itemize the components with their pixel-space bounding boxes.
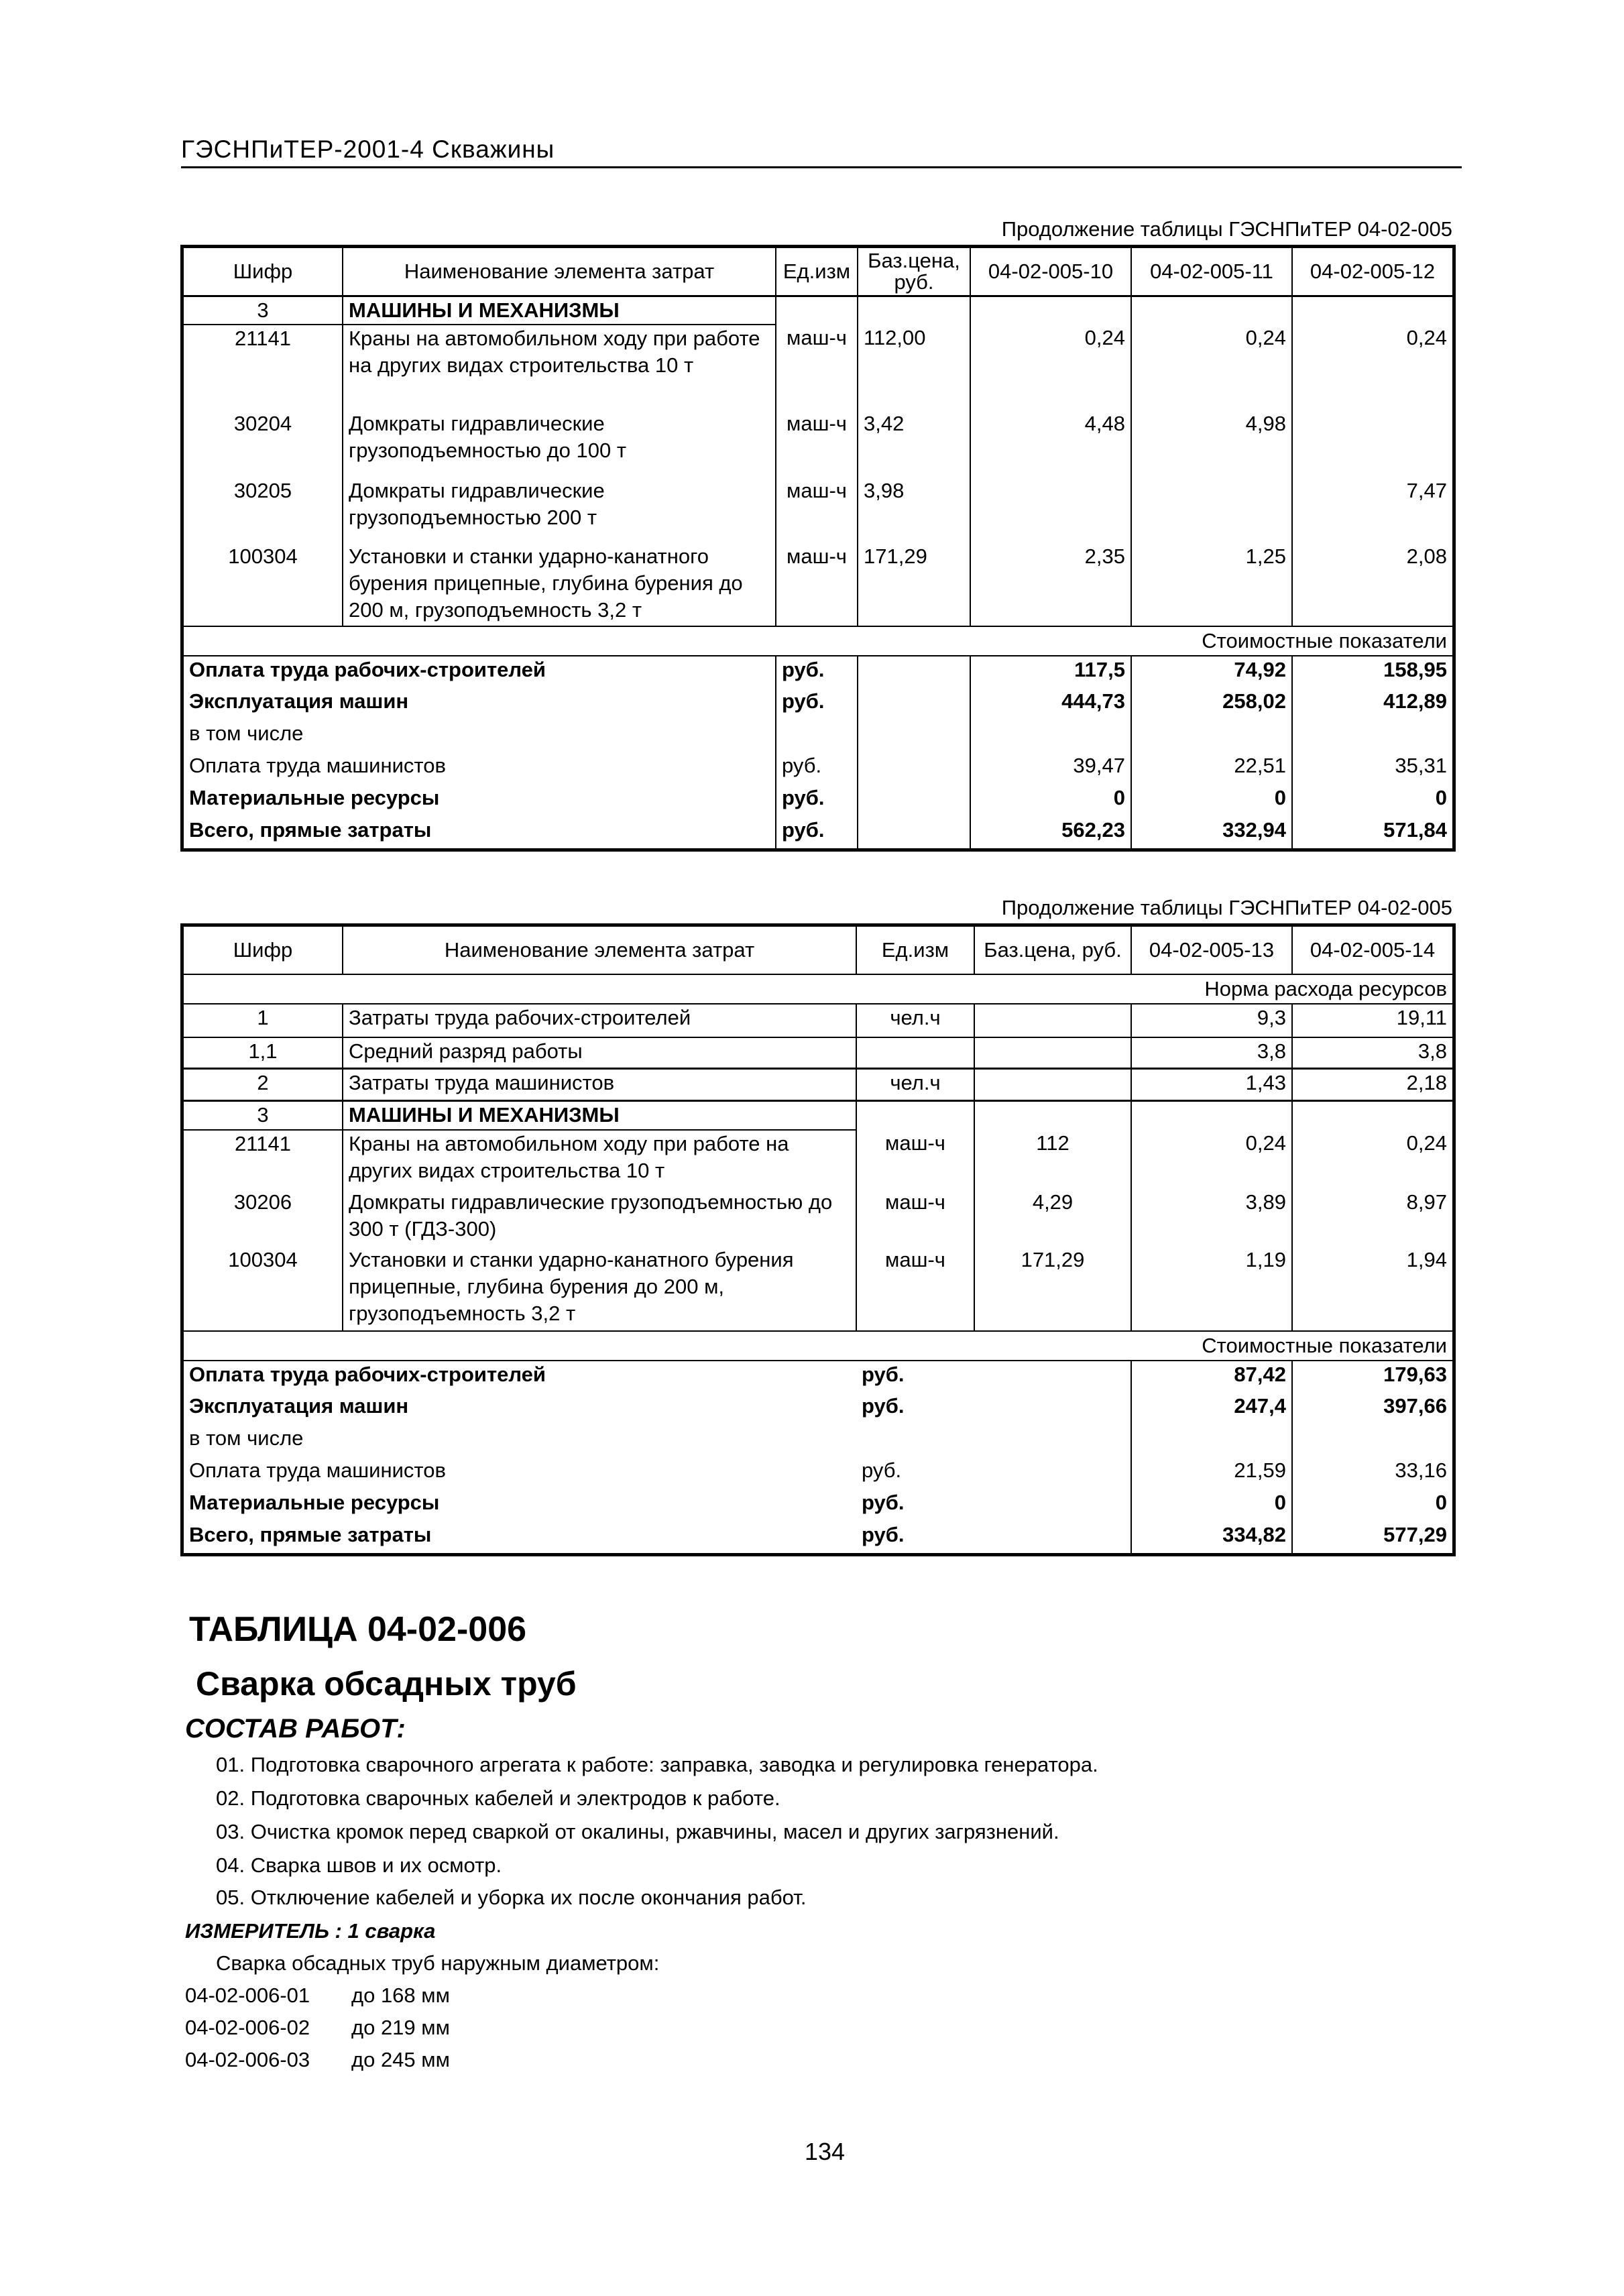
table-row: 1,1 Средний разряд работы 3,8 3,8 bbox=[183, 1037, 1453, 1068]
t1-head-code: Шифр bbox=[183, 247, 343, 296]
rate-desc: до 168 мм bbox=[351, 1984, 450, 2007]
table-row: Эксплуатация машин руб. 444,73 258,02 412,89 bbox=[183, 688, 1453, 720]
rate-code: 04-02-006-02 bbox=[185, 2016, 310, 2039]
list-item bbox=[185, 1984, 450, 2008]
header-title: ГЭСНПиТЕР-2001-4 Скважины bbox=[181, 135, 555, 163]
page-number: 134 bbox=[804, 2138, 846, 2165]
table-row: 30204 Домкраты гидравлические грузоподъемностью до 100 т маш-ч 3,42 4,48 4,98 bbox=[183, 410, 1453, 477]
table-row: Эксплуатация машин руб. 247,4 397,66 bbox=[183, 1393, 1453, 1425]
table-row: 30205 Домкраты гидравлические грузоподъемностью 200 т маш-ч 3,98 7,47 bbox=[183, 477, 1453, 543]
t2-head-name: Наименование элемента затрат bbox=[343, 926, 856, 974]
table1-continuation: Продолжение таблицы ГЭСНПиТЕР 04-02-005 bbox=[1001, 217, 1452, 241]
t2-cost-label: Стоимостные показатели bbox=[183, 1331, 1453, 1361]
t2-section-name: МАШИНЫ И МЕХАНИЗМЫ bbox=[343, 1100, 856, 1130]
t1-head-price: Баз.цена, руб. bbox=[858, 247, 970, 296]
page-header bbox=[181, 131, 1462, 168]
t1-cost-label: Стоимостные показатели bbox=[183, 626, 1453, 656]
table-row: Оплата труда машинистов руб. 21,59 33,16 bbox=[183, 1457, 1453, 1489]
rate-code: 04-02-006-01 bbox=[185, 1984, 310, 2007]
rate-desc: до 219 мм bbox=[351, 2016, 450, 2039]
list-item bbox=[185, 2016, 450, 2040]
t2-head-col1: 04-02-005-13 bbox=[1131, 926, 1292, 974]
list-item: 04. Сварка швов и их осмотр. bbox=[216, 1853, 502, 1877]
table-row: в том числе bbox=[183, 1425, 1453, 1457]
table-row: в том числе bbox=[183, 720, 1453, 752]
measure-note: Сварка обсадных труб наружным диаметром: bbox=[216, 1951, 660, 1975]
table-row: 100304 Установки и станки ударно-канатного бурения прицепные, глубина бурения до 200 м, грузоподъемность 3,2 т маш-ч 171,29 1,19 1,94 bbox=[183, 1247, 1453, 1331]
table-row: Всего, прямые затраты руб. 562,23 332,94 571,84 bbox=[183, 817, 1453, 849]
t1-head-col1: 04-02-005-10 bbox=[970, 247, 1131, 296]
table-row: Оплата труда рабочих-строителей руб. 87,42 179,63 bbox=[183, 1361, 1453, 1393]
t1-head-col2: 04-02-005-11 bbox=[1131, 247, 1292, 296]
list-item bbox=[185, 2048, 450, 2072]
works-label: СОСТАВ РАБОТ: bbox=[185, 1714, 406, 1743]
t2-head-unit: Ед.изм bbox=[856, 926, 974, 974]
table2 bbox=[182, 925, 1454, 1554]
t2-head-price: Баз.цена, руб. bbox=[974, 926, 1131, 974]
measure-unit: ИЗМЕРИТЕЛЬ : 1 сварка bbox=[185, 1919, 436, 1943]
t2-section-code: 3 bbox=[183, 1100, 343, 1130]
t2-head-col2: 04-02-005-14 bbox=[1292, 926, 1453, 974]
t1-head-unit: Ед.изм bbox=[776, 247, 858, 296]
table-row: Всего, прямые затраты руб. 334,82 577,29 bbox=[183, 1522, 1453, 1554]
table-row: 2 Затраты труда машинистов чел.ч 1,43 2,18 bbox=[183, 1068, 1453, 1100]
t2-norm-label: Норма расхода ресурсов bbox=[183, 974, 1453, 1004]
table-row: Оплата труда рабочих-строителей руб. 117,5 74,92 158,95 bbox=[183, 656, 1453, 688]
table-row: 1 Затраты труда рабочих-строителей чел.ч 9,3 19,11 bbox=[183, 1004, 1453, 1037]
t1-head-col3: 04-02-005-12 bbox=[1292, 247, 1453, 296]
list-item: 02. Подготовка сварочных кабелей и электродов к работе. bbox=[216, 1786, 780, 1810]
t1-section-name: МАШИНЫ И МЕХАНИЗМЫ bbox=[343, 296, 776, 325]
table2-continuation: Продолжение таблицы ГЭСНПиТЕР 04-02-005 bbox=[1001, 896, 1452, 919]
table-row: Материальные ресурсы руб. 0 0 bbox=[183, 1489, 1453, 1522]
t1-section-code: 3 bbox=[183, 296, 343, 325]
list-item: 03. Очистка кромок перед сваркой от окалины, ржавчины, масел и других загрязнений. bbox=[216, 1820, 1059, 1843]
table-row: Материальные ресурсы руб. 0 0 0 bbox=[183, 785, 1453, 817]
table-row: 21141 Краны на автомобильном ходу при работе на других видах строительства 10 т маш-ч 112,00 0,24 0,24 0,24 bbox=[183, 325, 1453, 410]
table-row: 21141 Краны на автомобильном ходу при работе на других видах строительства 10 т маш-ч 112 0,24 0,24 bbox=[183, 1130, 1453, 1189]
table-row: 100304 Установки и станки ударно-канатного бурения прицепные, глубина бурения до 200 м, грузоподъемность 3,2 т маш-ч 171,29 2,35 1,25 2,08 bbox=[183, 543, 1453, 626]
table-row: Оплата труда машинистов руб. 39,47 22,51 35,31 bbox=[183, 752, 1453, 785]
section-title: ТАБЛИЦА 04-02-006 bbox=[189, 1610, 527, 1649]
table-row: 30206 Домкраты гидравлические грузоподъемностью до 300 т (ГДЗ-300) маш-ч 4,29 3,89 8,97 bbox=[183, 1189, 1453, 1247]
list-item: 01. Подготовка сварочного агрегата к работе: заправка, заводка и регулировка генератора. bbox=[216, 1753, 1098, 1776]
rate-code: 04-02-006-03 bbox=[185, 2048, 310, 2071]
t2-head-code: Шифр bbox=[183, 926, 343, 974]
section-subtitle: Сварка обсадных труб bbox=[196, 1665, 577, 1703]
rate-desc: до 245 мм bbox=[351, 2048, 450, 2071]
table1 bbox=[182, 247, 1454, 850]
list-item: 05. Отключение кабелей и уборка их после окончания работ. bbox=[216, 1886, 807, 1909]
t1-head-name: Наименование элемента затрат bbox=[343, 247, 776, 296]
